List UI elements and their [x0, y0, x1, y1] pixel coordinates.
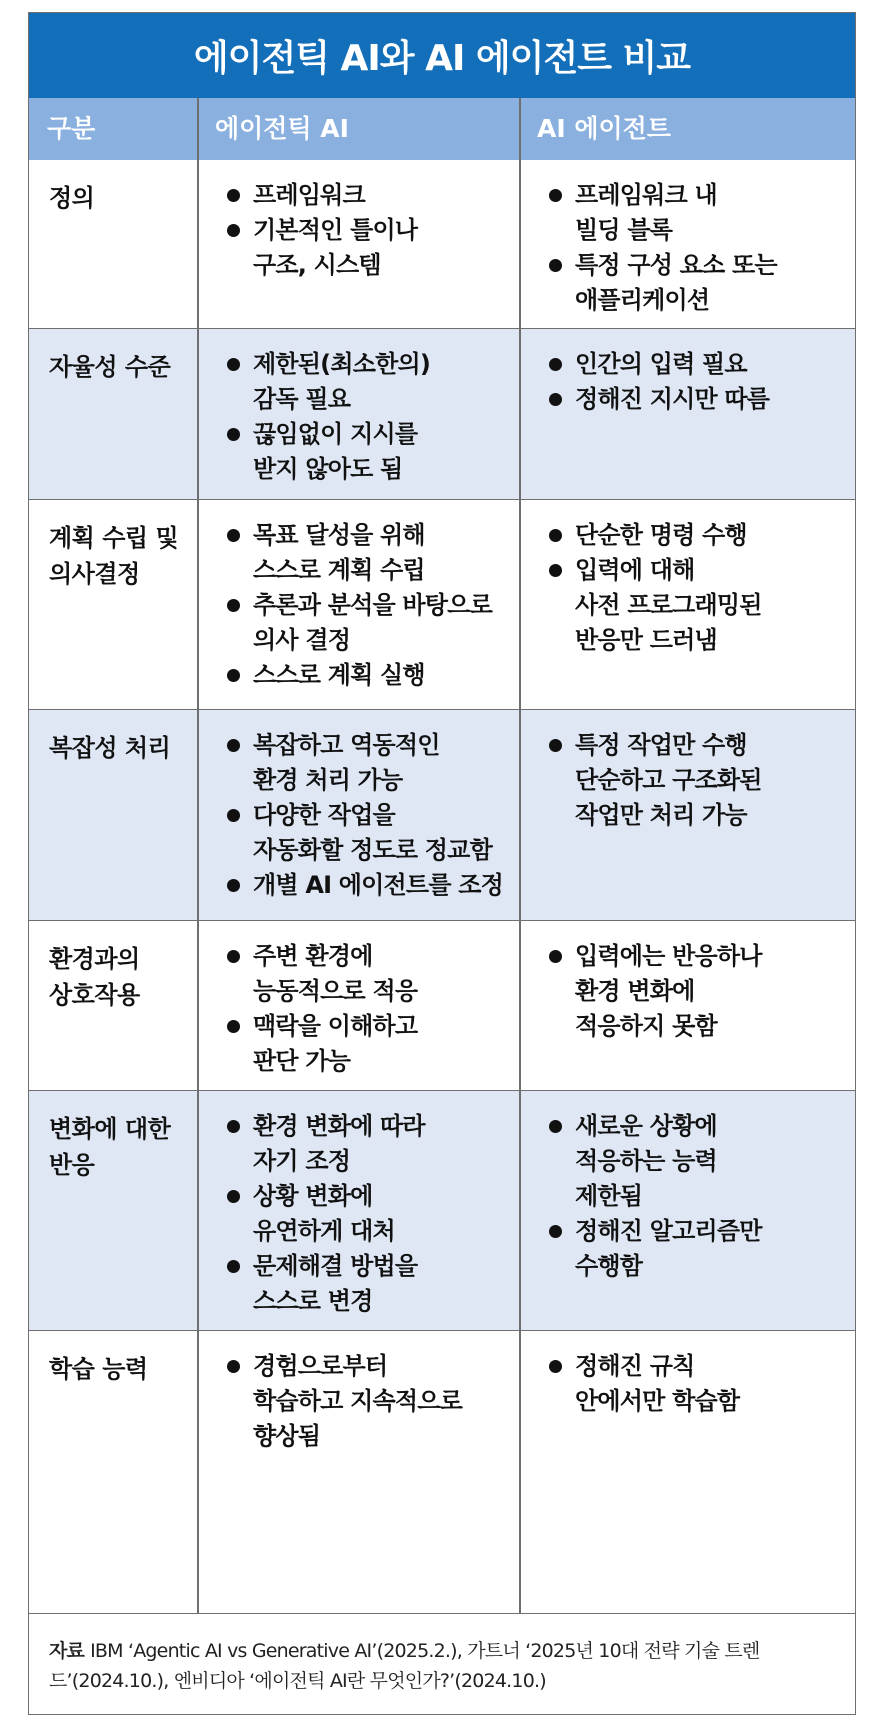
bullet-item — [221, 939, 515, 1009]
bullet-list — [543, 329, 851, 417]
bullet-dot-icon — [227, 224, 240, 237]
bullet-item — [221, 798, 515, 868]
bullet-item — [543, 178, 851, 248]
bullet-dot-icon — [227, 739, 240, 752]
ai-agent-cell — [543, 710, 851, 920]
bullet-item — [221, 658, 515, 693]
bullet-list — [221, 1331, 515, 1454]
bullet-item — [543, 1214, 851, 1284]
bullet-text: 개별 AI 에이전트를 조정 — [253, 871, 504, 899]
bullet-item — [221, 868, 515, 903]
bullet-text: 프레임워크 — [253, 181, 365, 209]
bullet-list — [221, 500, 515, 693]
ai-agent-cell — [543, 160, 851, 328]
table-row — [29, 1091, 855, 1331]
bullet-item — [543, 553, 851, 658]
ai-agent-cell — [543, 1091, 851, 1330]
bullet-item — [221, 347, 515, 417]
bullet-dot-icon — [227, 879, 240, 892]
row-category-label: 자율성 수준 — [49, 353, 171, 381]
bullet-list — [221, 1091, 515, 1319]
row-category-label: 계획 수립 및 의사결정 — [49, 524, 179, 588]
bullet-dot-icon — [227, 358, 240, 371]
bullet-list — [221, 921, 515, 1079]
bullet-text: 복잡하고 역동적인 환경 처리 가능 — [253, 731, 440, 794]
bullet-list — [543, 160, 851, 318]
bullet-dot-icon — [227, 1190, 240, 1203]
bullet-dot-icon — [549, 358, 562, 371]
bullet-item — [543, 939, 851, 1044]
bullet-text: 다양한 작업을 자동화할 정도로 정교함 — [253, 801, 492, 864]
bullet-text: 주변 환경에 능동적으로 적응 — [253, 942, 418, 1005]
agentic-ai-cell — [221, 921, 515, 1090]
bullet-item — [221, 213, 515, 283]
header-category: 구분 — [47, 114, 96, 143]
bullet-dot-icon — [549, 1360, 562, 1373]
row-category-label: 복잡성 처리 — [49, 734, 171, 762]
bullet-text: 특정 구성 요소 또는 애플리케이션 — [575, 251, 777, 314]
bullet-dot-icon — [549, 950, 562, 963]
bullet-list — [221, 710, 515, 903]
table-row — [29, 329, 855, 500]
bullet-dot-icon — [227, 669, 240, 682]
bullet-dot-icon — [549, 189, 562, 202]
bullet-text: 특정 작업만 수행 단순하고 구조화된 작업만 처리 가능 — [575, 731, 762, 829]
source-note — [29, 1614, 855, 1714]
bullet-list — [543, 1091, 851, 1284]
bullet-dot-icon — [227, 809, 240, 822]
bullet-dot-icon — [549, 1120, 562, 1133]
bullet-list — [543, 710, 851, 833]
row-category-label: 정의 — [49, 184, 95, 212]
table-row — [29, 160, 855, 329]
bullet-item — [221, 1109, 515, 1179]
bullet-item — [543, 1109, 851, 1214]
bullet-dot-icon — [549, 739, 562, 752]
bullet-text: 상황 변화에 유연하게 대처 — [253, 1182, 395, 1245]
bullet-text: 환경 변화에 따라 자기 조정 — [253, 1112, 425, 1175]
bullet-text: 문제해결 방법을 스스로 변경 — [253, 1252, 418, 1315]
bullet-dot-icon — [227, 1020, 240, 1033]
bullet-dot-icon — [227, 1120, 240, 1133]
table-row — [29, 1331, 855, 1614]
bullet-item — [221, 1349, 515, 1454]
comparison-table — [28, 12, 856, 1715]
agentic-ai-cell — [221, 329, 515, 499]
bullet-text: 기본적인 틀이나 구조, 시스템 — [253, 216, 418, 279]
bullet-list — [221, 160, 515, 283]
header-ai-agent: AI 에이전트 — [537, 114, 671, 143]
bullet-item — [221, 728, 515, 798]
bullet-text: 정해진 규칙 안에서만 학습함 — [575, 1352, 740, 1415]
bullet-text: 추론과 분석을 바탕으로 의사 결정 — [253, 591, 492, 654]
source-label: 자료 — [49, 1640, 85, 1662]
bullet-item — [543, 248, 851, 318]
source-text: IBM ‘Agentic AI vs Generative AI’(2025.2.), 가트너 ‘2025년 10대 전략 기술 트렌드’(2024.10.), 엔비디아 ‘에이전틱 AI란 무엇인가?’(2024.10.) — [49, 1640, 760, 1692]
bullet-text: 맥락을 이해하고 판단 가능 — [253, 1012, 418, 1075]
bullet-item — [221, 417, 515, 487]
bullet-item — [221, 1009, 515, 1079]
table-row — [29, 921, 855, 1091]
bullet-dot-icon — [227, 1260, 240, 1273]
bullet-text: 스스로 계획 실행 — [253, 661, 425, 689]
bullet-list — [543, 921, 851, 1044]
row-category-label: 학습 능력 — [49, 1355, 148, 1383]
bullet-item — [543, 1349, 851, 1419]
ai-agent-cell — [543, 1331, 851, 1613]
bullet-item — [221, 518, 515, 588]
bullet-item — [221, 1179, 515, 1249]
ai-agent-cell — [543, 329, 851, 499]
bullet-text: 경험으로부터 학습하고 지속적으로 향상됨 — [253, 1352, 463, 1450]
bullet-dot-icon — [227, 529, 240, 542]
bullet-text: 입력에 대해 사전 프로그래밍된 반응만 드러냄 — [575, 556, 762, 654]
table-row — [29, 710, 855, 921]
bullet-item — [221, 1249, 515, 1319]
header-agentic-ai: 에이전틱 AI — [215, 114, 349, 143]
bullet-item — [543, 728, 851, 833]
bullet-dot-icon — [549, 564, 562, 577]
bullet-list — [543, 1331, 851, 1419]
agentic-ai-cell — [221, 500, 515, 709]
bullet-item — [221, 178, 515, 213]
bullet-text: 인간의 입력 필요 — [575, 350, 747, 378]
bullet-dot-icon — [227, 599, 240, 612]
bullet-dot-icon — [227, 1360, 240, 1373]
column-divider — [519, 98, 521, 1614]
table-row — [29, 500, 855, 710]
table-title: 에이전틱 AI와 AI 에이전트 비교 — [29, 13, 855, 98]
bullet-text: 단순한 명령 수행 — [575, 521, 747, 549]
bullet-dot-icon — [549, 1225, 562, 1238]
bullet-text: 새로운 상황에 적응하는 능력 제한됨 — [575, 1112, 717, 1210]
bullet-text: 입력에는 반응하나 환경 변화에 적응하지 못함 — [575, 942, 762, 1040]
bullet-dot-icon — [549, 259, 562, 272]
bullet-text: 정해진 지시만 따름 — [575, 385, 770, 413]
bullet-item — [221, 588, 515, 658]
column-divider — [197, 98, 199, 1614]
bullet-dot-icon — [227, 189, 240, 202]
bullet-text: 정해진 알고리즘만 수행함 — [575, 1217, 762, 1280]
bullet-text: 끊임없이 지시를 받지 않아도 됨 — [253, 420, 418, 483]
bullet-dot-icon — [227, 950, 240, 963]
bullet-list — [543, 500, 851, 658]
agentic-ai-cell — [221, 710, 515, 920]
bullet-item — [543, 347, 851, 382]
bullet-dot-icon — [549, 529, 562, 542]
agentic-ai-cell — [221, 160, 515, 328]
bullet-item — [543, 518, 851, 553]
ai-agent-cell — [543, 500, 851, 709]
agentic-ai-cell — [221, 1331, 515, 1613]
bullet-list — [221, 329, 515, 487]
row-category-label: 환경과의 상호작용 — [49, 945, 140, 1009]
bullet-text: 제한된(최소한의) 감독 필요 — [253, 350, 431, 413]
bullet-dot-icon — [549, 393, 562, 406]
bullet-item — [543, 382, 851, 417]
bullet-dot-icon — [227, 428, 240, 441]
header-row — [29, 98, 855, 160]
bullet-text: 목표 달성을 위해 스스로 계획 수립 — [253, 521, 425, 584]
agentic-ai-cell — [221, 1091, 515, 1330]
bullet-text: 프레임워크 내 빌딩 블록 — [575, 181, 717, 244]
row-category-label: 변화에 대한 반응 — [49, 1115, 171, 1179]
ai-agent-cell — [543, 921, 851, 1090]
